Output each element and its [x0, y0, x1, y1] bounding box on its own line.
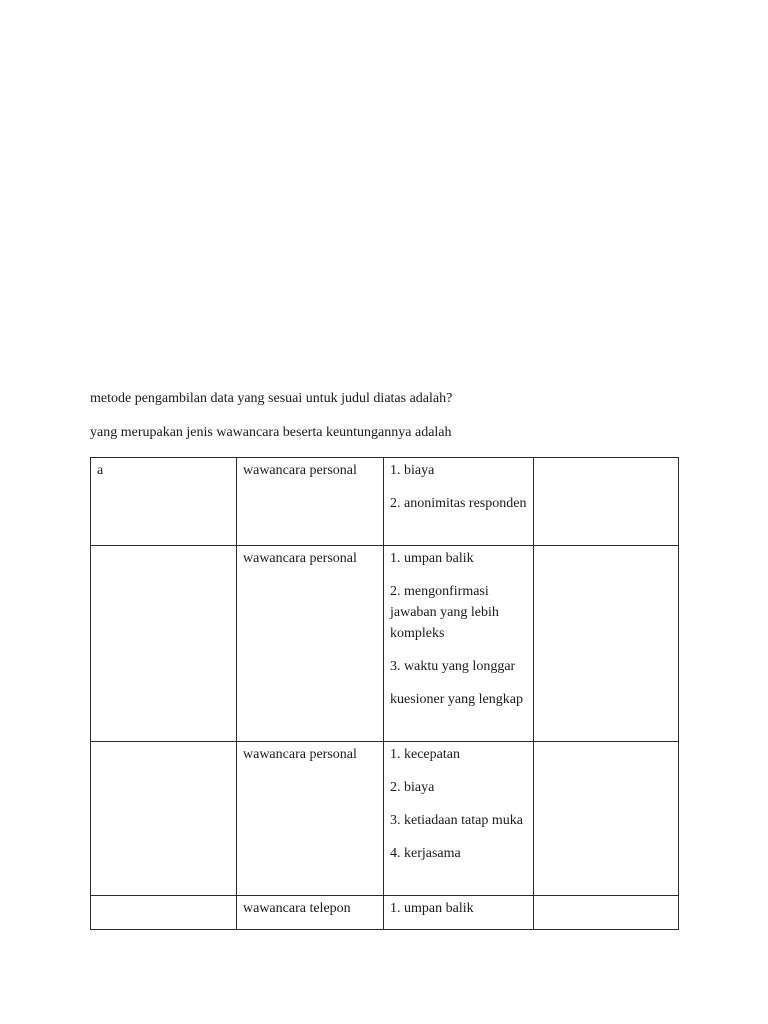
- answer-table: [90, 457, 679, 930]
- advantage-item: 1. kecepatan: [390, 747, 460, 762]
- interview-type-cell: wawancara personal: [237, 546, 384, 742]
- interview-type-cell: wawancara personal: [237, 742, 384, 896]
- advantage-item: 1. umpan balik: [390, 551, 474, 566]
- question-text-2: yang merupakan jenis wawancara beserta keuntungannya adalah: [90, 425, 452, 440]
- interview-type-cell: wawancara personal: [237, 458, 384, 546]
- advantage-item: 2. biaya: [390, 780, 435, 795]
- question-text-1: metode pengambilan data yang sesuai untuk judul diatas adalah?: [90, 391, 453, 406]
- advantages-cell: [384, 458, 534, 546]
- option-label-cell: [91, 896, 237, 930]
- advantage-item: 4. kerjasama: [390, 846, 461, 861]
- table-row: [91, 896, 679, 930]
- option-label-cell: a: [91, 458, 237, 546]
- advantage-item: 1. umpan balik: [390, 901, 474, 916]
- advantages-cell: [384, 546, 534, 742]
- advantage-item: 1. biaya: [390, 463, 435, 478]
- option-label-cell: [91, 742, 237, 896]
- table-row: [91, 742, 679, 896]
- empty-cell: [534, 896, 679, 930]
- empty-cell: [534, 546, 679, 742]
- interview-type-cell: wawancara telepon: [237, 896, 384, 930]
- advantages-cell: [384, 896, 534, 930]
- option-label-cell: [91, 546, 237, 742]
- empty-cell: [534, 458, 679, 546]
- advantage-item: kuesioner yang lengkap: [390, 692, 523, 707]
- advantages-cell: [384, 742, 534, 896]
- table-row: [91, 458, 679, 546]
- advantage-item: 2. anonimitas responden: [390, 496, 527, 511]
- advantage-item: 2. mengonfirmasi jawaban yang lebih kompleks: [390, 584, 499, 641]
- empty-cell: [534, 742, 679, 896]
- advantage-item: 3. waktu yang longgar: [390, 659, 516, 674]
- advantage-item: 3. ketiadaan tatap muka: [390, 813, 523, 828]
- table-row: [91, 546, 679, 742]
